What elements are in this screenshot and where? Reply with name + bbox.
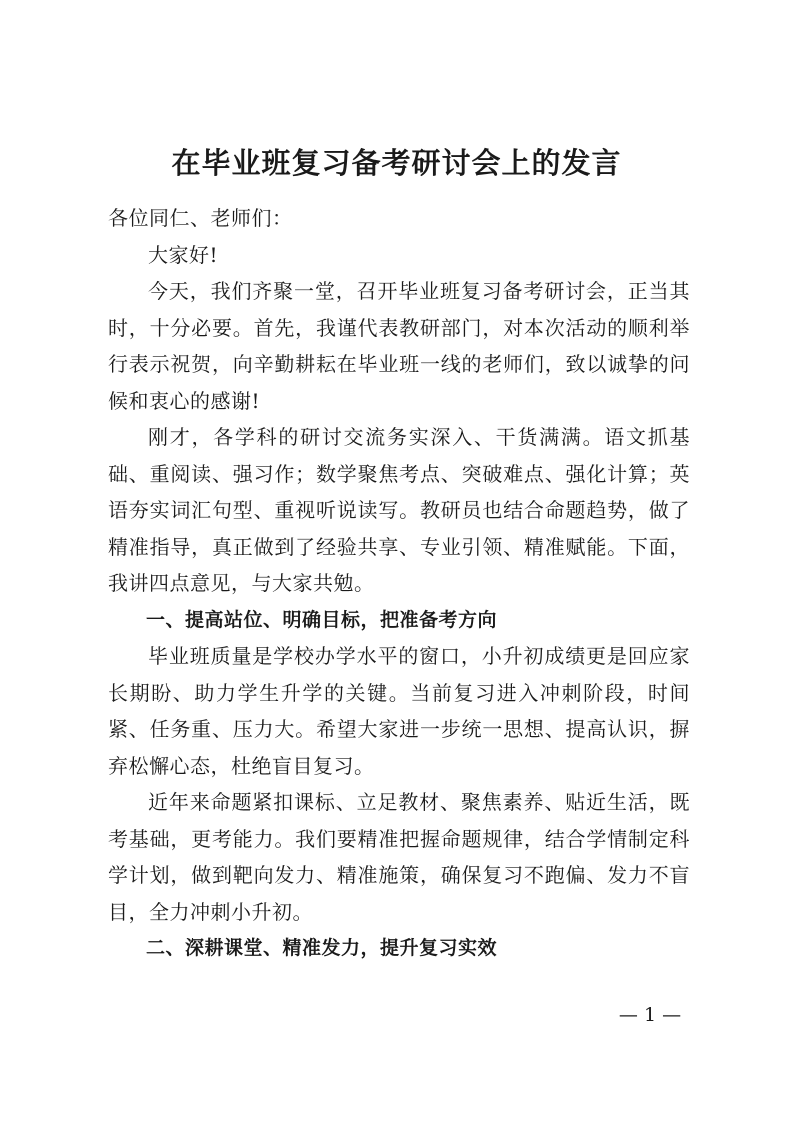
review-paragraph: 刚才，各学科的研讨交流务实深入、干货满满。语文抓基础、重阅读、强习作；数学聚焦考点、突破难点、强化计算；英语夯实词汇句型、重视听说读写。教研员也结合命题趋势，做了精准指导，真正做到了经验共享、专业引领、精准赋能。下面，我讲四点意见，与大家共勉。 xyxy=(108,425,690,595)
intro-paragraph: 今天，我们齐聚一堂，召开毕业班复习备考研讨会，正当其时，十分必要。首先，我谨代表教研部门，对本次活动的顺利举行表示祝贺，向辛勤耕耘在毕业班一线的老师们，致以诚挚的问候和衷心的感谢! xyxy=(108,279,690,413)
page-number: — 1 — xyxy=(618,1004,682,1026)
salutation: 各位同仁、老师们： xyxy=(108,206,293,230)
section-heading-1: 一、提高站位、明确目标，把准备考方向 xyxy=(146,608,498,631)
greeting: 大家好! xyxy=(148,242,219,267)
section1-paragraph-2: 近年来命题紧扣课标、立足教材、聚焦素养、贴近生活，既考基础，更考能力。我们要精准把握命题规律，结合学情制定科学计划，做到靶向发力、精准施策，确保复习不跑偏、发力不盲目，全力冲刺小升初。 xyxy=(108,790,690,924)
section-heading-2: 二、深耕课堂、精准发力，提升复习实效 xyxy=(146,937,498,959)
document-title: 在毕业班复习备考研讨会上的发言 xyxy=(171,146,622,180)
document-body xyxy=(108,200,690,967)
section1-paragraph-1: 毕业班质量是学校办学水平的窗口，小升初成绩更是回应家长期盼、助力学生升学的关键。当前复习进入冲刺阶段，时间紧、任务重、压力大。希望大家进一步统一思想、提高认识，摒弃松懈心态，杜绝盲目复习。 xyxy=(108,644,690,778)
